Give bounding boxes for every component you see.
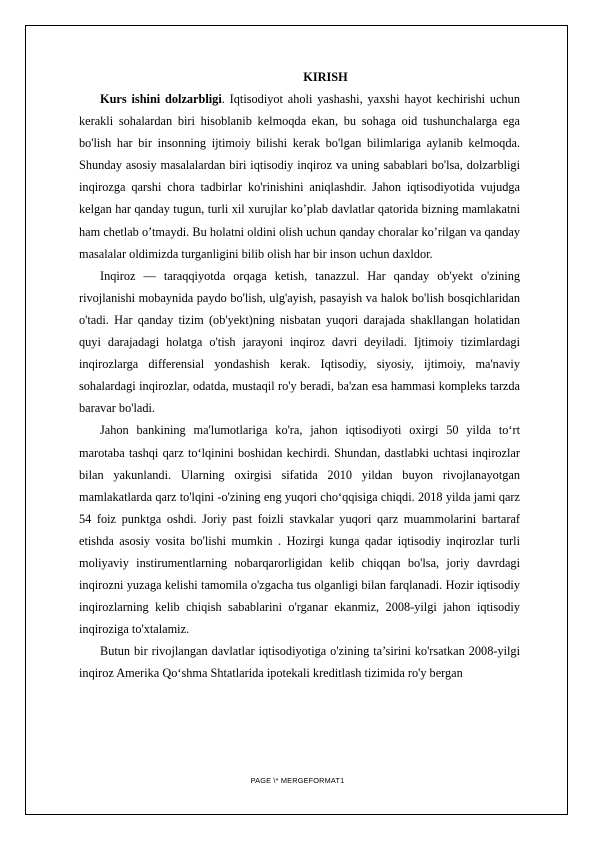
paragraph-lead: Kurs ishini dolzarbligi <box>100 92 222 106</box>
paragraph-text: . Iqtisodiyot aholi yashashi, yaxshi hayot kechirishi uchun kerakli sohalardan biri hisoblanib kelmoqda ekan, bu sohaga oid tushunchalarga ega bo'lish har bir insonning ijtimoiy bilishi kerak bo'lgan bilimlariga aylanib kelmoqda. Shunday asosiy masalalardan biri iqtisodiy inqiroz va uning sabablari bo'lsa, dolzarbligi inqirozga qarshi chora tadbirlar ko'rinishini aniqlashdir. Jahon iqtisodiyotida vujudga kelgan har qanday tugun, turli xil xurujlar ko’plab davlatlar qatorida bizning mamlakatni ham chetlab o’tmaydi. Bu holatni oldini olish uchun qanday choralar ko’rilgan va qanday masalalar oldimizda turganligini bilib olish har bir inson uchun daxldor. <box>79 92 520 261</box>
paragraph-relevance <box>79 88 520 265</box>
page-footer: PAGE \* MERGEFORMAT1 <box>250 776 345 785</box>
paragraph-world-bank <box>79 419 520 640</box>
paragraph-crisis-definition <box>79 265 520 420</box>
paragraph-text: Jahon bankining ma'lumotlariga ko'ra, jahon iqtisodiyoti oxirgi 50 yilda to‘rt marotaba tashqi qarz to‘lqinini boshidan kechirdi. Shundan, dastlabki uchtasi inqirozlar bilan yakunlandi. Ularning oxirgisi sifatida 2010 yildan buyon rivojlanayotgan mamlakatlarda qarz to'lqini -o'zining eng yuqori cho‘qqisiga chiqdi. 2018 yilda jami qarz 54 foiz punktga oshdi. Joriy past foizli stavkalar yuqori qarz muammolarini bartaraf etishda asosiy vosita bo'lishi mumkin . Hozirgi kunga qadar iqtisodiy inqirozlar turli moliyaviy instirumentlarning nobarqarorligidan kelib chiqqan bo'lsa, joriy davrdagi inqirozni yuzaga kelishi tamomila o'zgacha tus olganligi bilan farqlanadi. Hozir iqtisodiy inqirozlarning kelib chiqish sabablarini o'rganar ekanmiz, 2008-yilgi jahon iqtisodiy inqiroziga to'xtalamiz. <box>79 423 520 637</box>
section-heading: KIRISH <box>303 70 348 84</box>
paragraph-2008-crisis <box>79 640 520 684</box>
document-body <box>79 66 520 685</box>
paragraph-text: Butun bir rivojlangan davlatlar iqtisodiyotiga o'zining ta’sirini ko'rsatkan 2008-yilgi inqiroz Amerika Qo‘shma Shtatlarida ipotekali kreditlash tizimida ro'y bergan <box>79 644 520 681</box>
paragraph-text: Inqiroz — taraqqiyotda orqaga ketish, tanazzul. Har qanday ob'yekt o'zining rivojlanishi mobaynida paydo bo'lish, ulg'ayish, pasayish va halok bo'lish bosqichlaridan o'tadi. Har qanday tizim (ob'yekt)ning nisbatan yuqori darajada shakllangan holatidan quyi darajadagi holatga o'tish jarayoni inqiroz davri deyiladi. Ijtimoiy tizimlardagi inqirozlarga differensial yondashish kerak. Iqtisodiy, siyosiy, ijtimoiy, ma'naviy sohalardagi inqirozlar, odatda, mustaqil ro'y beradi, ba'zan esa hammasi kompleks tarzda baravar bo'ladi. <box>79 268 520 416</box>
